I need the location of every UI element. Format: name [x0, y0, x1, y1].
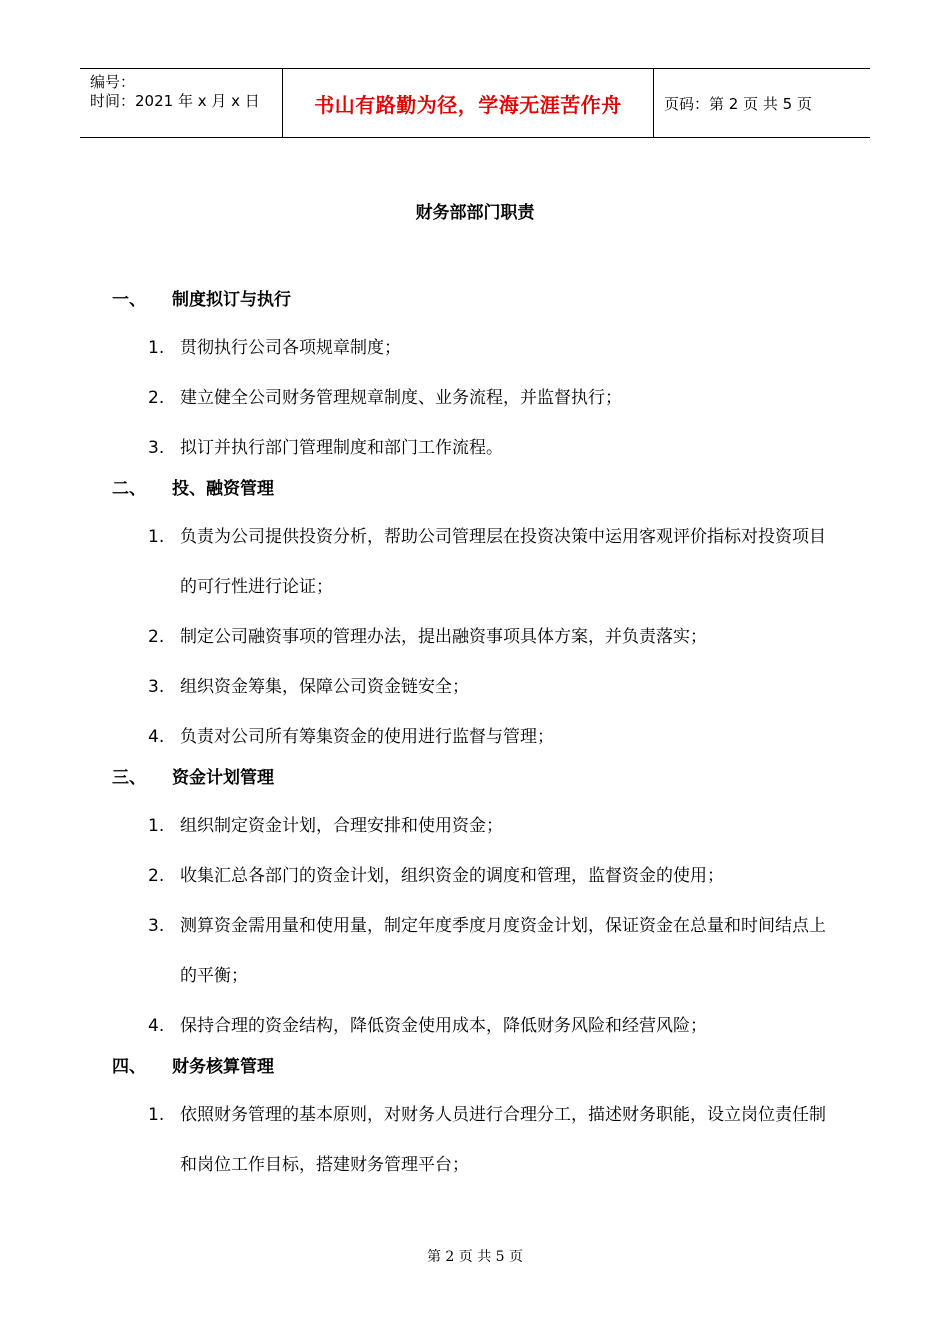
list-item	[148, 1001, 852, 1051]
section	[112, 475, 852, 762]
item-text: 测算资金需用量和使用量，制定年度季度月度资金计划，保证资金在总量和时间结点上的平衡；	[180, 916, 826, 986]
item-text: 保持合理的资金结构，降低资金使用成本，降低财务风险和经营风险；	[180, 1016, 707, 1036]
item-number: 3.	[148, 438, 165, 458]
page-footer: 第 2 页 共 5 页	[426, 1249, 524, 1265]
section	[112, 286, 852, 473]
item-text: 负责为公司提供投资分析，帮助公司管理层在投资决策中运用客观评价指标对投资项目的可行性进行论证；	[180, 527, 826, 597]
item-number: 2.	[148, 388, 165, 408]
list-item	[148, 423, 852, 473]
page-header	[80, 68, 870, 138]
list-item	[148, 373, 852, 423]
list-item	[148, 323, 852, 373]
item-number: 2.	[148, 627, 165, 647]
section-title: 投、融资管理	[172, 479, 274, 499]
item-number: 1.	[148, 527, 165, 547]
document-body	[112, 284, 852, 1190]
item-number: 3.	[148, 677, 165, 697]
list-item	[148, 801, 852, 851]
list-item	[148, 662, 852, 712]
item-text: 组织资金筹集，保障公司资金链安全；	[180, 677, 469, 697]
item-text: 负责对公司所有筹集资金的使用进行监督与管理；	[180, 727, 554, 747]
section-title: 财务核算管理	[172, 1057, 274, 1077]
section-number: 二、	[112, 479, 146, 499]
section-heading	[112, 1053, 852, 1081]
item-text: 建立健全公司财务管理规章制度、业务流程，并监督执行；	[180, 388, 622, 408]
item-text: 组织制定资金计划，合理安排和使用资金；	[180, 816, 503, 836]
list-item	[148, 851, 852, 901]
item-text: 拟订并执行部门管理制度和部门工作流程。	[180, 438, 503, 458]
item-number: 1.	[148, 338, 165, 358]
number-label: 编号：	[90, 73, 136, 91]
item-text: 制定公司融资事项的管理办法，提出融资事项具体方案，并负责落实；	[180, 627, 707, 647]
time-label: 时间：2021 年 x 月 x 日	[90, 92, 260, 110]
section-number: 三、	[112, 768, 146, 788]
list-item	[148, 612, 852, 662]
section-number: 一、	[112, 290, 146, 310]
list-item	[148, 512, 852, 612]
item-number: 1.	[148, 1105, 165, 1125]
section-title: 制度拟订与执行	[172, 290, 291, 310]
section-heading	[112, 475, 852, 503]
item-number: 3.	[148, 916, 165, 936]
section	[112, 1053, 852, 1190]
header-motto: 书山有路勤为径，学海无涯苦作舟	[282, 69, 654, 137]
item-number: 4.	[148, 1016, 165, 1036]
item-number: 2.	[148, 866, 165, 886]
section-heading	[112, 764, 852, 792]
section-heading	[112, 286, 852, 314]
item-number: 1.	[148, 816, 165, 836]
item-number: 4.	[148, 727, 165, 747]
item-text: 贯彻执行公司各项规章制度；	[180, 338, 401, 358]
section-number: 四、	[112, 1057, 146, 1077]
item-text: 依照财务管理的基本原则，对财务人员进行合理分工，描述财务职能，设立岗位责任制和岗位工作目标，搭建财务管理平台；	[180, 1105, 826, 1175]
section	[112, 764, 852, 1051]
header-meta	[80, 69, 282, 137]
list-item	[148, 712, 852, 762]
list-item	[148, 901, 852, 1001]
document-title: 财务部部门职责	[415, 203, 535, 223]
item-text: 收集汇总各部门的资金计划，组织资金的调度和管理，监督资金的使用；	[180, 866, 724, 886]
list-item	[148, 1090, 852, 1190]
page-indicator: 页码：第 2 页 共 5 页	[664, 94, 812, 113]
section-title: 资金计划管理	[172, 768, 274, 788]
